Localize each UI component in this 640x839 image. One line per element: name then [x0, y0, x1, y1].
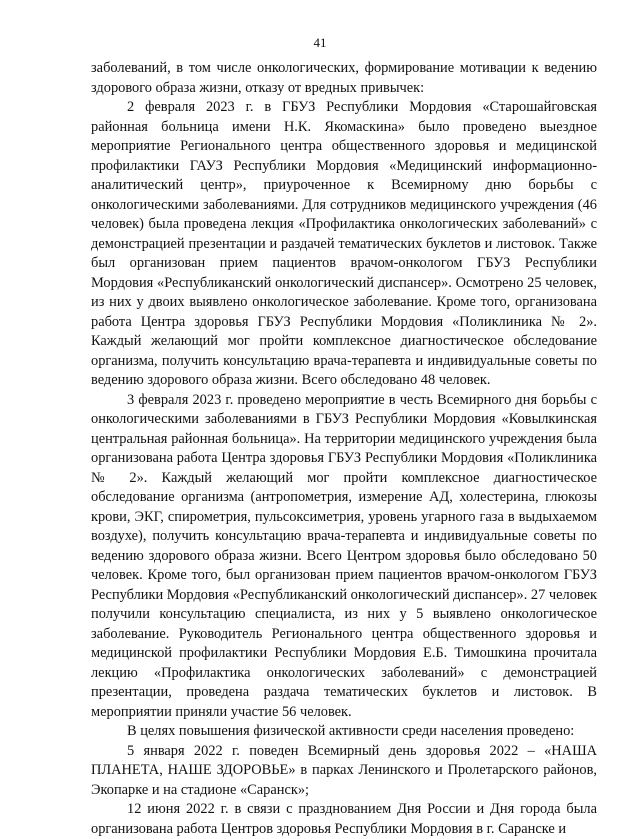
paragraph-physical-activity-intro: В целях повышения физической активности среди населения проведено: — [127, 723, 575, 739]
paragraph-continuation: заболеваний, в том числе онкологических, формирование мотивации к ведению здорового образа жизни, отказу от вредных привычек: — [91, 60, 597, 96]
document-body — [91, 59, 597, 839]
paragraph-health-day: 5 января 2022 г. поведен Всемирный день здоровья 2022 – «НАША ПЛАНЕТА, НАШЕ ЗДОРОВЬЕ» в парках Ленинского и Пролетарского районов, Экопарке и на стадионе «Саранск»; — [91, 742, 597, 798]
page-number: 41 — [313, 35, 327, 50]
paragraph-feb-2-event: 2 февраля 2023 г. в ГБУЗ Республики Мордовия «Старошайговская районная больница имени Н.К. Якомаскина» было проведено выездное мероприятие Регионального центра общественного здоровья и медицинской профилактики ГАУЗ Республики Мордовия «Медицинский информационно-аналитический центр», приуроченное к Всемирному дню борьбы с онкологическими заболеваниями. Для сотрудников медицинского учреждения (46 человек) была проведена лекция «Профилактика онкологических заболеваний» с демонстрацией презентации и раздачей тематических буклетов и листовок. Также был организован прием пациентов врачом-онкологом ГБУЗ Республики Мордовия «Республиканский онкологический диспансер». Осмотрено 25 человек, из них у двоих выявлено онкологическое заболевание. Кроме того, организована работа Центра здоровья ГБУЗ Республики Мордовия «Поликлиника № 2». Каждый желающий мог пройти комплексное диагностическое обследование организма, получить консультацию врача-терапевта и индивидуальные советы по ведению здорового образа жизни. Всего обследовано 48 человек. — [91, 99, 597, 388]
paragraph-russia-day: 12 июня 2022 г. в связи с празднованием Дня России и Дня города была организована работа Центров здоровья Республики Мордовия в г. Саранске и — [91, 801, 597, 837]
paragraph-feb-3-event: 3 февраля 2023 г. проведено мероприятие в честь Всемирного дня борьбы с онкологическими заболеваниями в ГБУЗ Республики Мордовия «Ковылкинская центральная районная больница». На территории медицинского учреждения была организована работа Центра здоровья ГБУЗ Республики Мордовия «Поликлиника № 2». Каждый желающий мог пройти комплексное диагностическое обследование организма (антропометрия, измерение АД, холестерина, глюкозы крови, ЭКГ, спирометрия, пульсоксиметрия, уровень угарного газа в выдыхаемом воздухе), получить консультацию врача-терапевта и индивидуальные советы по ведению здорового образа жизни. Всего Центром здоровья было обследовано 50 человек. Кроме того, был организован прием пациентов врачом-онкологом ГБУЗ Республики Мордовия «Республиканский онкологический диспансер». 27 человек получили консультацию специалиста, из них у 5 выявлено онкологическое заболевание. Руководитель Регионального центра общественного здоровья и медицинской профилактики Республики Мордовия Е.Б. Тимошкина прочитала лекцию «Профилактика онкологических заболеваний» с демонстрацией презентации, проведена раздача тематических буклетов и листовок. В мероприятии приняли участие 56 человек. — [91, 391, 597, 720]
